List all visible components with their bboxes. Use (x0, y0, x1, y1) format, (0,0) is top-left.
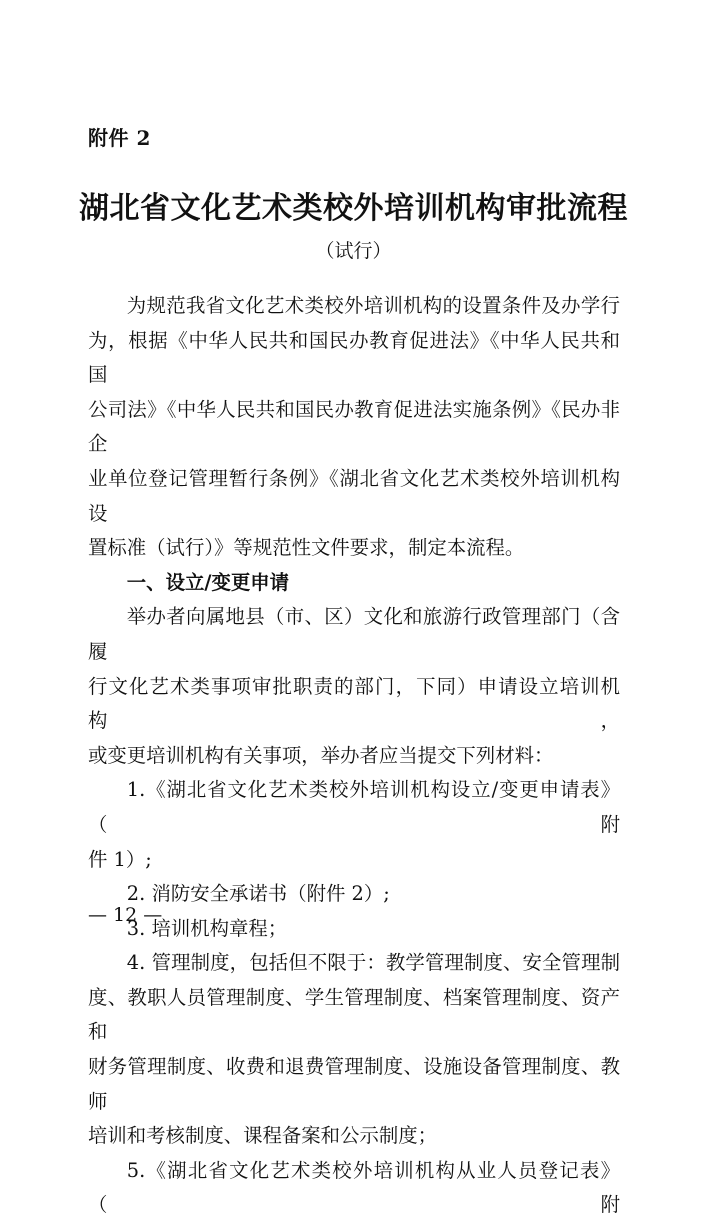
body-line: 为，根据《中华人民共和国民办教育促进法》《中华人民共和国 (88, 328, 620, 387)
document-body (88, 289, 620, 1223)
body-line: 置标准（试行）》等规范性文件要求，制定本流程。 (88, 536, 525, 560)
list-item: 5.《湖北省文化艺术类校外培训机构从业人员登记表》（附 (88, 1158, 620, 1217)
body-line: 行文化艺术类事项审批职责的部门，下同）申请设立培训机构， (88, 674, 620, 733)
list-item: 4. 管理制度，包括但不限于：教学管理制度、安全管理制 (126, 951, 620, 975)
body-line: 件 1）; (88, 847, 152, 871)
section-heading: 一、设立/变更申请 (126, 570, 290, 594)
document-subtitle: （试行） (315, 240, 392, 262)
list-item: 2. 消防安全承诺书（附件 2）; (126, 882, 390, 906)
body-line: 或变更培训机构有关事项，举办者应当提交下列材料： (88, 743, 554, 767)
list-item: 1.《湖北省文化艺术类校外培训机构设立/变更申请表》（附 (88, 778, 620, 836)
body-line: 举办者向属地县（市、区）文化和旅游行政管理部门（含履 (88, 605, 620, 663)
page-number: — 12 — (88, 904, 163, 926)
attachment-label: 附件 2 (88, 126, 151, 150)
body-line: 培训和考核制度、课程备案和公示制度； (88, 1124, 438, 1148)
document-title: 湖北省文化艺术类校外培训机构审批流程 (79, 191, 628, 226)
body-line: 度、教职人员管理制度、学生管理制度、档案管理制度、资产和 (88, 985, 620, 1044)
body-line: 公司法》《中华人民共和国民办教育促进法实施条例》《民办非企 (88, 397, 620, 456)
body-line: 业单位登记管理暂行条例》《湖北省文化艺术类校外培训机构设 (88, 466, 620, 525)
body-line: 财务管理制度、收费和退费管理制度、设施设备管理制度、教师 (88, 1055, 620, 1113)
list-item: 3. 培训机构章程； (126, 916, 288, 940)
body-line: 为规范我省文化艺术类校外培训机构的设置条件及办学行 (126, 294, 620, 317)
